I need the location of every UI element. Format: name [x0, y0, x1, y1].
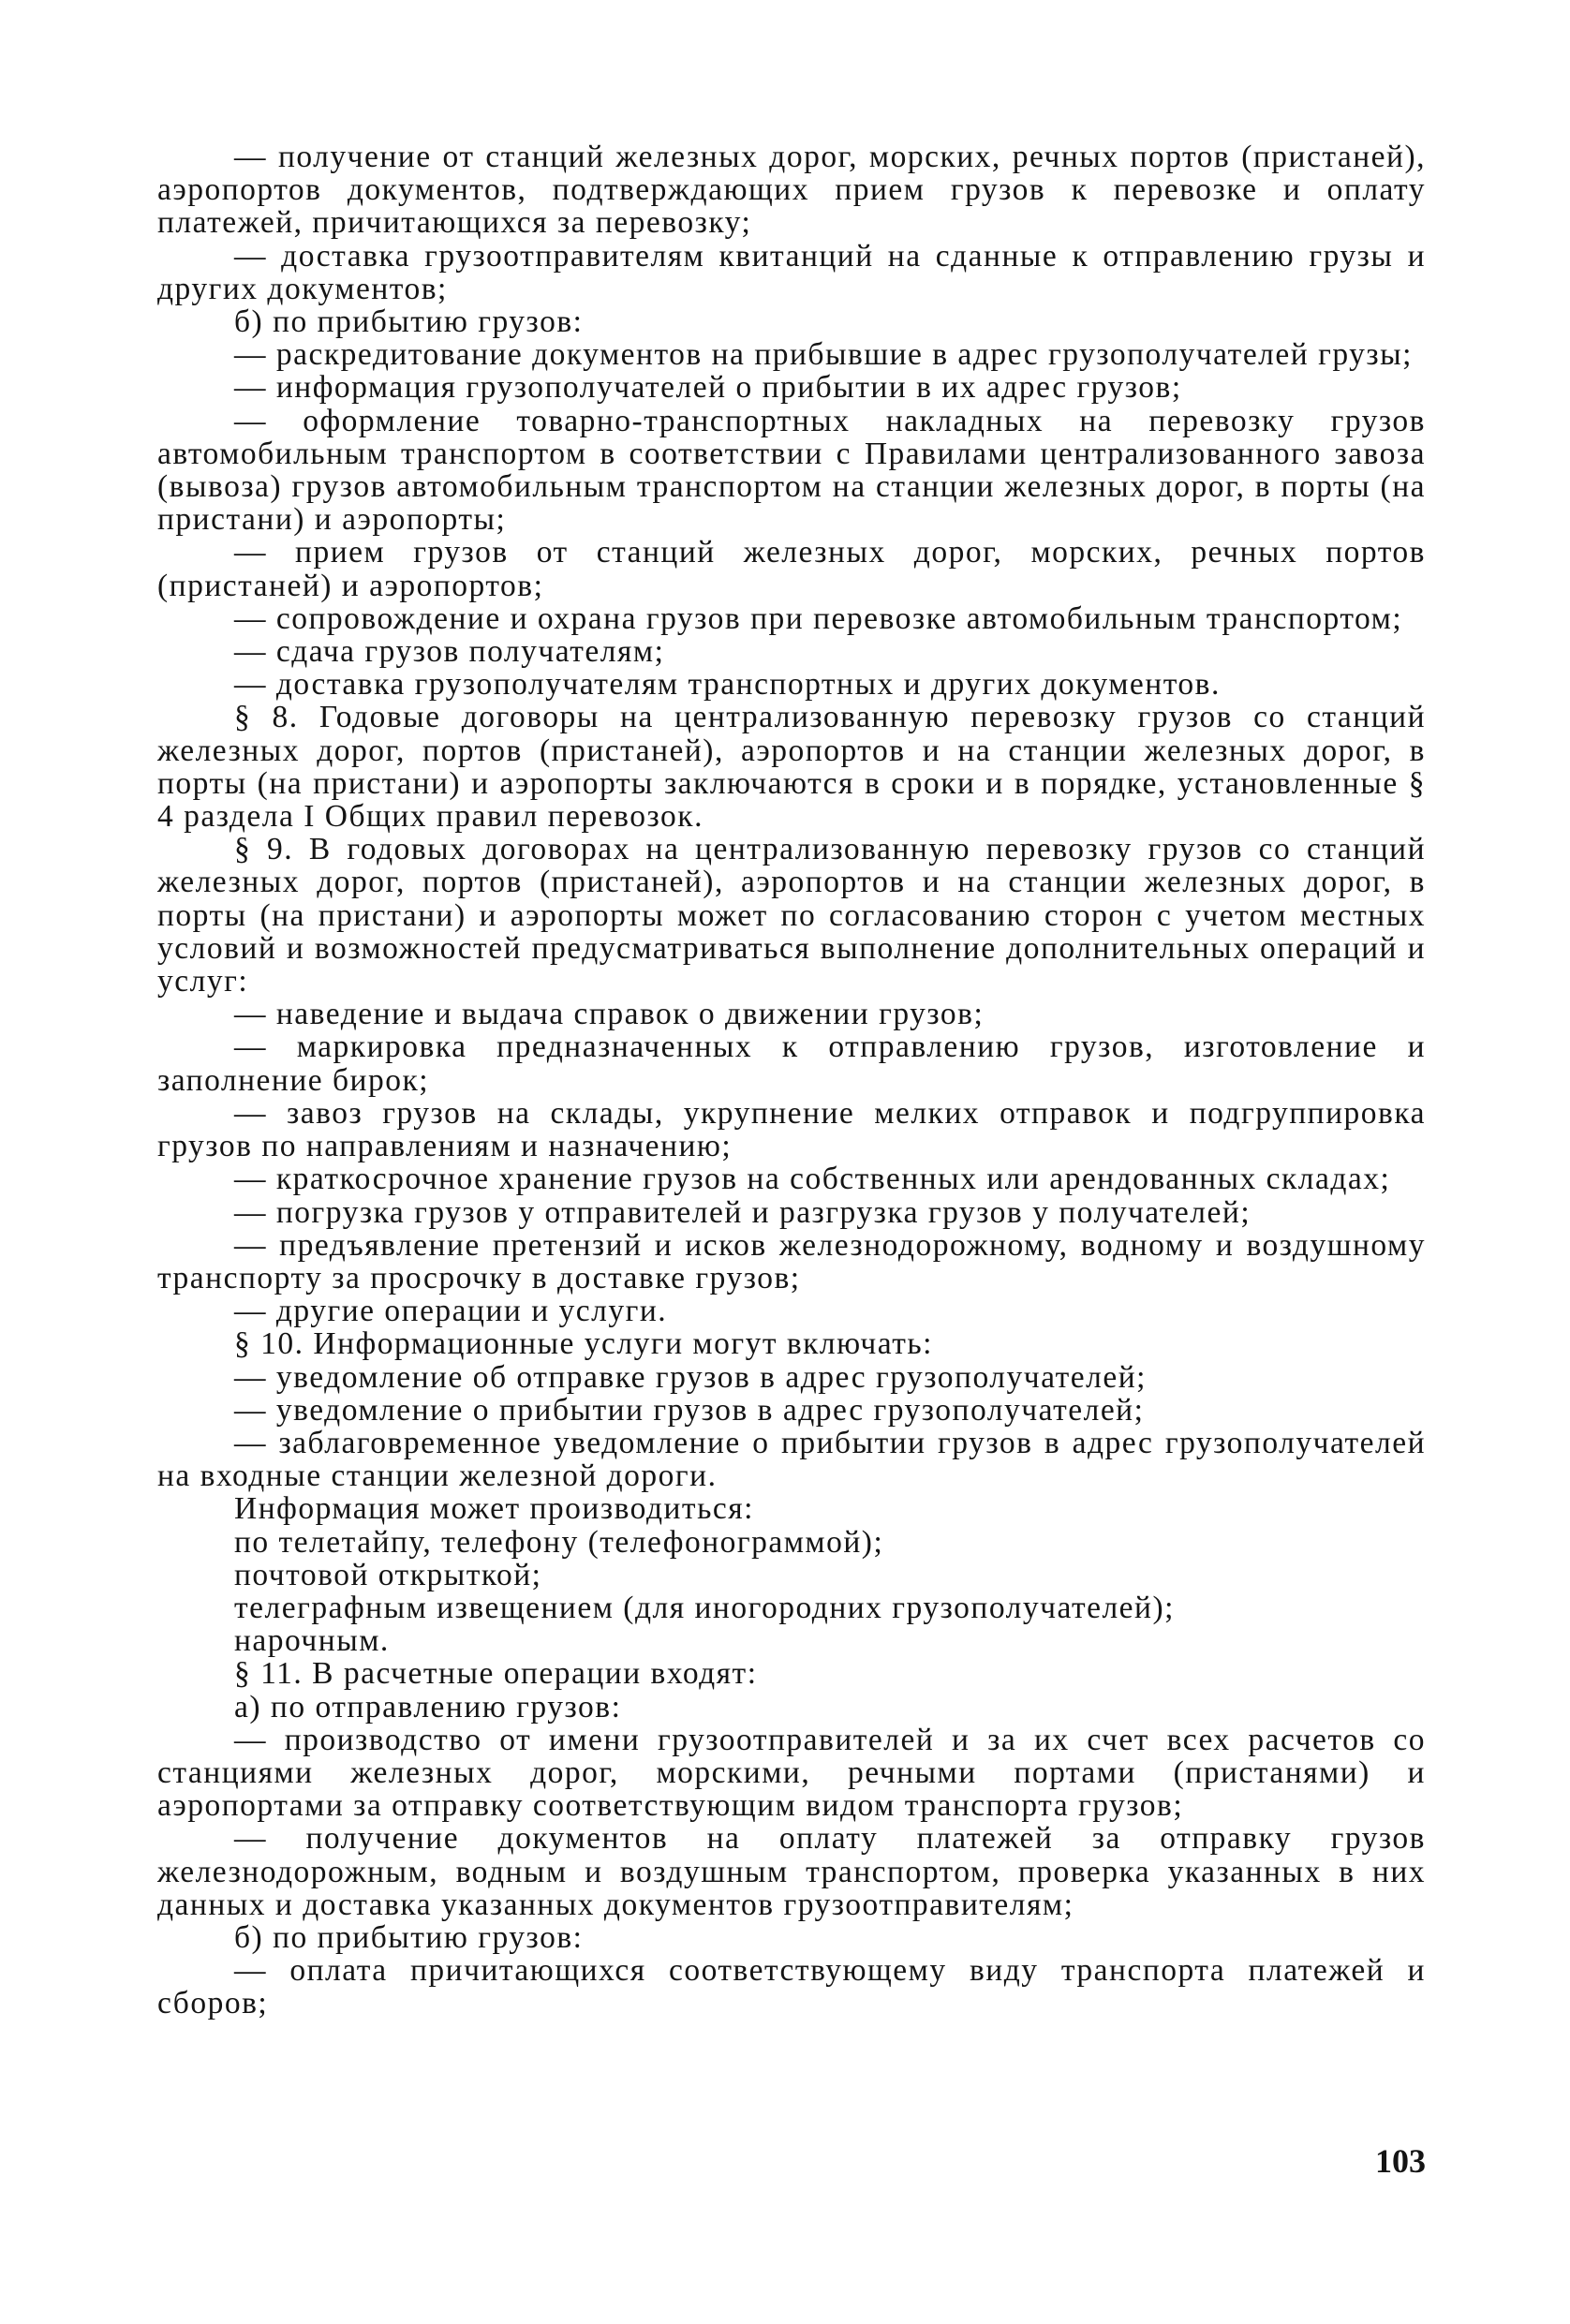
section-8-paragraph: § 8. Годовые договоры на централизованную перевозку грузов со станций железных дорог, портов (пристаней), аэропортов и на станции железных дорог, в порты (на пристани) и аэропорты заключаются в сроки и в порядке, установленные § 4 раздела I Общих правил перевозок.: [157, 700, 1426, 835]
paragraph-3: б) по прибытию грузов:: [234, 304, 584, 340]
paragraph-34: — оплата причитающихся соответствующему виду транспорта платежей и сборов;: [157, 1953, 1426, 2021]
paragraph-18: — предъявление претензий и исков железнодорожному, водному и воздушному транспорту за просрочку в доставке грузов;: [157, 1227, 1426, 1295]
paragraph-15: — завоз грузов на склады, укрупнение мелких отправок и подгруппировка грузов по направлениям и назначению;: [157, 1095, 1426, 1164]
paragraph-33: б) по прибытию грузов:: [234, 1919, 584, 1955]
page-number: 103: [1375, 2142, 1426, 2180]
paragraph-24: Информация может производиться:: [234, 1491, 754, 1527]
paragraph-10: — доставка грузополучателям транспортных и других документов.: [234, 667, 1221, 703]
paragraph-27: телеграфным извещением (для иногородних грузополучателей);: [234, 1590, 1175, 1625]
paragraph-4: — раскредитование документов на прибывшие в адрес грузополучателей грузы;: [234, 337, 1413, 373]
paragraph-19: — другие операции и услуги.: [234, 1294, 668, 1329]
paragraph-13: — наведение и выдача справок о движении грузов;: [234, 997, 985, 1032]
paragraph-21: — уведомление об отправке грузов в адрес грузополучателей;: [234, 1359, 1147, 1395]
paragraph-9: — сдача грузов получателям;: [234, 634, 665, 670]
paragraph-7: — прием грузов от станций железных дорог, морских, речных портов (пристаней) и аэропортов;: [157, 535, 1426, 603]
paragraph-26: почтовой открыткой;: [234, 1557, 542, 1592]
paragraph-2: — доставка грузоотправителям квитанций на сданные к отправлению грузы и других документов;: [157, 238, 1426, 306]
paragraph-30: а) по отправлению грузов:: [234, 1689, 622, 1724]
paragraph-28: нарочным.: [234, 1623, 390, 1659]
paragraph-16: — краткосрочное хранение грузов на собственных или арендованных складах;: [234, 1162, 1391, 1197]
paragraph-23: — заблаговременное уведомление о прибытии грузов в адрес грузополучателей на входные станции железной дороги.: [157, 1425, 1426, 1494]
paragraph-22: — уведомление о прибытии грузов в адрес грузополучателей;: [234, 1392, 1145, 1428]
paragraph-31: — производство от имени грузоотправителей и за их счет всех расчетов со станциями железных дорог, морскими, речными портами (пристанями) и аэропортами за отправку соответствующим видом транспорта грузов;: [157, 1722, 1426, 1824]
paragraph-32: — получение документов на оплату платежей за отправку грузов железнодорожным, водным и воздушным транспортом, проверка указанных в них данных и доставка указанных документов грузоотправителям;: [157, 1821, 1426, 1922]
paragraph-14: — маркировка предназначенных к отправлению грузов, изготовление и заполнение бирок;: [157, 1029, 1426, 1098]
document-body: [157, 141, 1426, 2021]
paragraph-25: по телетайпу, телефону (телефонограммой);: [234, 1524, 884, 1560]
section-10-paragraph: § 10. Информационные услуги могут включать:: [234, 1326, 933, 1362]
section-11-paragraph: § 11. В расчетные операции входят:: [234, 1656, 758, 1692]
paragraph-5: — информация грузополучателей о прибытии в их адрес грузов;: [234, 370, 1182, 406]
paragraph-6: — оформление товарно-транспортных накладных на перевозку грузов автомобильным транспортом в соответствии с Правилами централизованного завоза (вывоза) грузов автомобильным транспортом на станции железных дорог, в порты (на пристани) и аэропорты;: [157, 403, 1426, 538]
paragraph-17: — погрузка грузов у отправителей и разгрузка грузов у получателей;: [234, 1194, 1252, 1230]
section-9-paragraph: § 9. В годовых договорах на централизованную перевозку грузов со станций железных дорог, портов (пристаней), аэропортов и на станции железных дорог, в порты (на пристани) и аэропорты может по согласованию сторон с учетом местных условий и возможностей предусматриваться выполнение дополнительных операций и услуг:: [157, 832, 1426, 999]
paragraph-1: — получение от станций железных дорог, морских, речных портов (пристаней), аэропортов документов, подтверждающих прием грузов к перевозке и оплату платежей, причитающихся за перевозку;: [157, 140, 1426, 241]
paragraph-8: — сопровождение и охрана грузов при перевозке автомобильным транспортом;: [234, 600, 1403, 636]
